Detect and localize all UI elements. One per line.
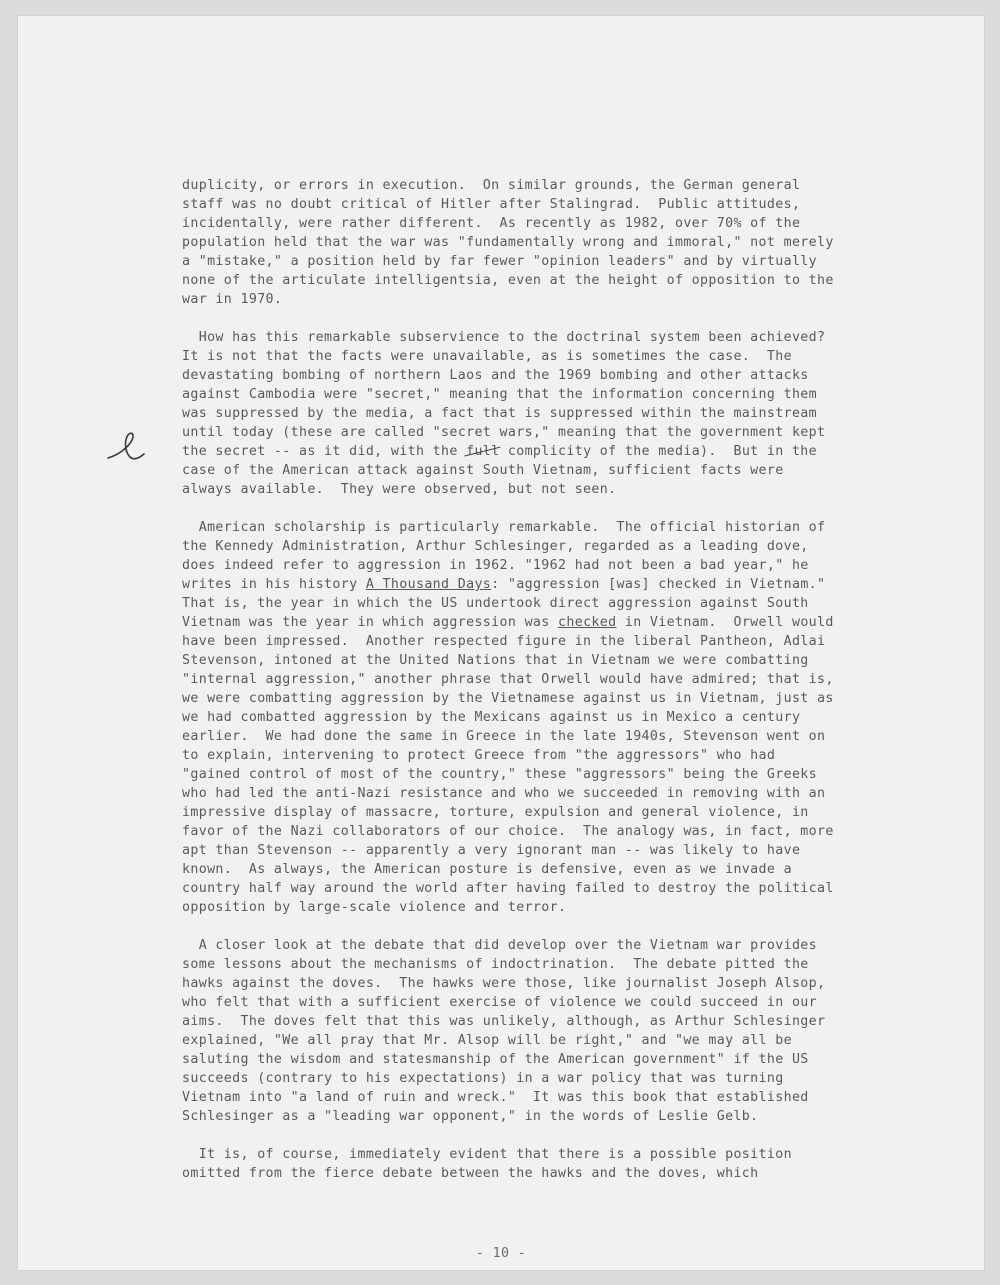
- text-line: "gained control of most of the country," these "aggressors" being the Greeks: [182, 767, 818, 782]
- underlined-text: checked: [558, 615, 617, 630]
- paragraph: [182, 1145, 942, 1183]
- paragraph: [182, 518, 942, 917]
- text-line: Vietnam into "a land of ruin and wreck." It was this book that established: [182, 1090, 809, 1105]
- text-line: "internal aggression," another phrase that Orwell would have admired; that is,: [182, 672, 834, 687]
- text-segment: Vietnam was the year in which aggression was: [182, 615, 558, 630]
- text-line: until today (these are called "secret wars," meaning that the government kept: [182, 425, 826, 440]
- text-line: [182, 575, 942, 594]
- text-line: succeeds (contrary to his expectations) in a war policy that was turning: [182, 1071, 784, 1086]
- text-segment: complicity of the media). But in the: [499, 444, 818, 459]
- text-line: to explain, intervening to protect Greece from "the aggressors" who had: [182, 748, 776, 763]
- text-line: known. As always, the American posture is defensive, even as we invade a: [182, 862, 792, 877]
- text-line: we were combatting aggression by the Vietnamese against us in Vietnam, just as: [182, 691, 834, 706]
- text-line: Schlesinger as a "leading war opponent," in the words of Leslie Gelb.: [182, 1109, 759, 1124]
- text-line: duplicity, or errors in execution. On similar grounds, the German general: [182, 178, 801, 193]
- text-line: a "mistake," a position held by far fewer "opinion leaders" and by virtually: [182, 254, 818, 269]
- text-line: staff was no doubt critical of Hitler after Stalingrad. Public attitudes,: [182, 197, 801, 212]
- text-line: favor of the Nazi collaborators of our choice. The analogy was, in fact, more: [182, 824, 834, 839]
- text-line: devastating bombing of northern Laos and the 1969 bombing and other attacks: [182, 368, 809, 383]
- text-line: earlier. We had done the same in Greece in the late 1940s, Stevenson went on: [182, 729, 826, 744]
- text-line: case of the American attack against South Vietnam, sufficient facts were: [182, 463, 784, 478]
- text-segment: the secret -- as it did, with the: [182, 444, 467, 459]
- text-line: [182, 442, 942, 461]
- text-line: who had led the anti-Nazi resistance and who we succeeded in removing with an: [182, 786, 826, 801]
- text-line: who felt that with a sufficient exercise of violence we could succeed in our: [182, 995, 818, 1010]
- text-line: American scholarship is particularly remarkable. The official historian of: [182, 520, 826, 535]
- text-segment: writes in his history: [182, 577, 366, 592]
- struck-through-word: full: [466, 444, 500, 459]
- text-line: explained, "We all pray that Mr. Alsop will be right," and "we may all be: [182, 1033, 792, 1048]
- underlined-text: A Thousand Days: [365, 577, 492, 592]
- text-line: none of the articulate intelligentsia, even at the height of opposition to the: [182, 273, 834, 288]
- text-line: It is, of course, immediately evident that there is a possible position: [182, 1147, 792, 1162]
- document-page: [18, 16, 984, 1270]
- text-line: saluting the wisdom and statesmanship of the American government" if the US: [182, 1052, 809, 1067]
- text-line: against Cambodia were "secret," meaning that the information concerning them: [182, 387, 818, 402]
- text-line: aims. The doves felt that this was unlikely, although, as Arthur Schlesinger: [182, 1014, 826, 1029]
- text-line: incidentally, were rather different. As recently as 1982, over 70% of the: [182, 216, 801, 231]
- text-line: omitted from the fierce debate between the hawks and the doves, which: [182, 1166, 759, 1181]
- text-line: the Kennedy Administration, Arthur Schlesinger, regarded as a leading dove,: [182, 539, 809, 554]
- text-line: country half way around the world after having failed to destroy the political: [182, 881, 834, 896]
- page-number: - 10 -: [475, 1246, 527, 1261]
- text-line: war in 1970.: [182, 292, 283, 307]
- text-line: some lessons about the mechanisms of indoctrination. The debate pitted the: [182, 957, 809, 972]
- text-line: opposition by large-scale violence and terror.: [182, 900, 567, 915]
- text-line: was suppressed by the media, a fact that is suppressed within the mainstream: [182, 406, 818, 421]
- text-segment: in Vietnam. Orwell would: [616, 615, 834, 630]
- text-line: That is, the year in which the US undertook direct aggression against South: [182, 596, 809, 611]
- handwritten-delete-mark-icon: [104, 428, 148, 462]
- text-line: [182, 613, 942, 632]
- text-segment: : "aggression [was] checked in Vietnam.": [491, 577, 826, 592]
- text-line: does indeed refer to aggression in 1962. "1962 had not been a bad year," he: [182, 558, 809, 573]
- text-line: always available. They were observed, but not seen.: [182, 482, 617, 497]
- paragraph: [182, 176, 942, 309]
- text-line: population held that the war was "fundamentally wrong and immoral," not merely: [182, 235, 834, 250]
- text-line: Stevenson, intoned at the United Nations that in Vietnam we were combatting: [182, 653, 809, 668]
- text-line: impressive display of massacre, torture, expulsion and general violence, in: [182, 805, 809, 820]
- text-line: It is not that the facts were unavailable, as is sometimes the case. The: [182, 349, 792, 364]
- text-line: hawks against the doves. The hawks were those, like journalist Joseph Alsop,: [182, 976, 826, 991]
- text-line: How has this remarkable subservience to the doctrinal system been achieved?: [182, 330, 826, 345]
- paragraph: [182, 936, 942, 1126]
- text-line: A closer look at the debate that did develop over the Vietnam war provides: [182, 938, 818, 953]
- text-line: have been impressed. Another respected figure in the liberal Pantheon, Adlai: [182, 634, 826, 649]
- paragraph: [182, 328, 942, 499]
- text-line: we had combatted aggression by the Mexicans against us in Mexico a century: [182, 710, 801, 725]
- document-body: [182, 176, 942, 1202]
- text-line: apt than Stevenson -- apparently a very ignorant man -- was likely to have: [182, 843, 801, 858]
